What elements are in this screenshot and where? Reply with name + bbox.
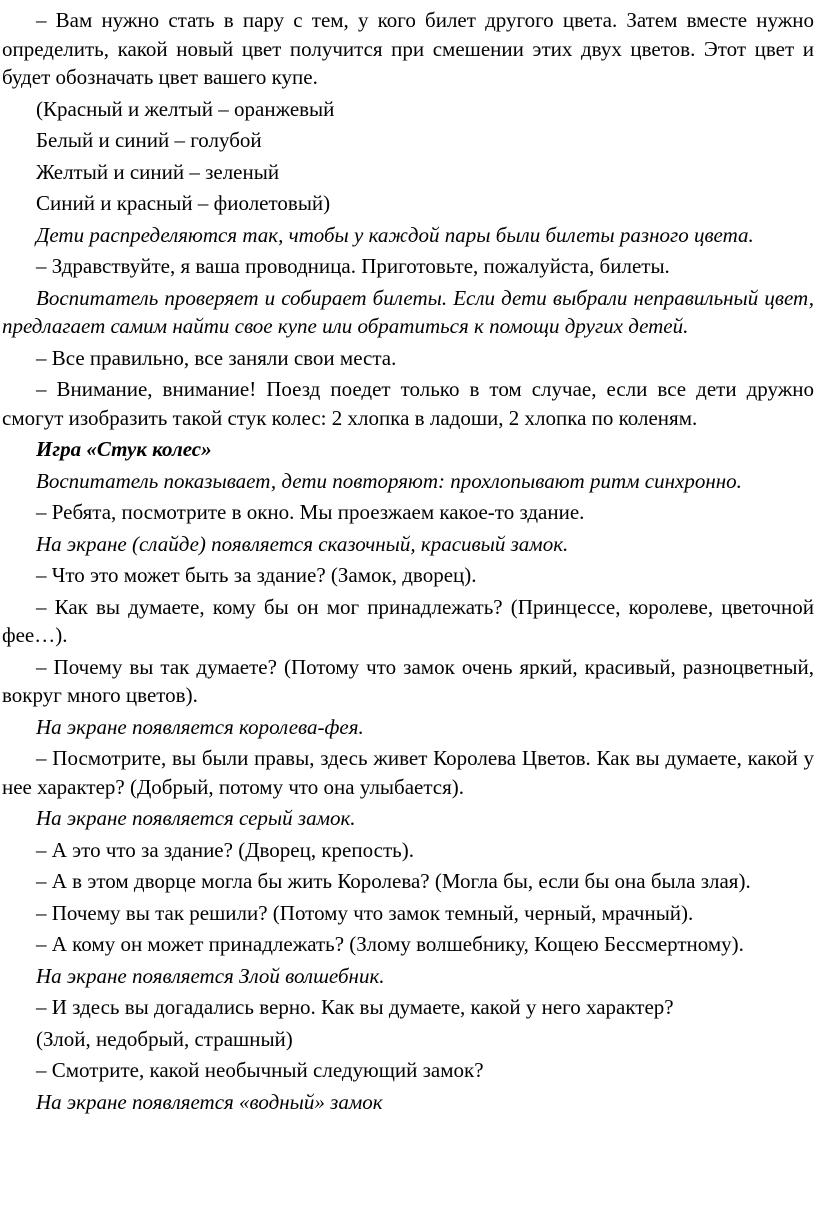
stage-direction-queen-fairy: На экране появляется королева-фея. <box>36 714 364 739</box>
paragraph-wizard-character: – И здесь вы догадались верно. Как вы думаете, какой у него характер? <box>36 995 674 1019</box>
stage-direction-evil-wizard: На экране появляется Злой волшебник. <box>36 963 385 988</box>
paragraph-color-yellow-blue: Желтый и синий – зеленый <box>36 159 280 184</box>
paragraph-color-white-blue: Белый и синий – голубой <box>36 128 262 152</box>
paragraph-conductor-greeting: – Здравствуйте, я ваша проводница. Приготовьте, пожалуйста, билеты. <box>36 254 670 278</box>
paragraph-could-queen-live: – А в этом дворце могла бы жить Королева? (Могла бы, если бы она была злая). <box>36 869 751 893</box>
paragraph-wizard-answer: (Злой, недобрый, страшный) <box>36 1026 293 1051</box>
paragraph-why-think: – Почему вы так думаете? (Потому что замок очень яркий, красивый, разноцветный, вокруг много цветов). <box>2 654 814 707</box>
paragraph-what-building-2: – А это что за здание? (Дворец, крепость). <box>36 837 414 862</box>
paragraph-instruction-pairs: – Вам нужно стать в пару с тем, у кого билет другого цвета. Затем вместе нужно определить, какой новый цвет получится при смешении этих двух цветов. Этот цвет и будет обозначать цвет вашего купе. <box>2 8 814 89</box>
stage-direction-teacher-checks: Воспитатель проверяет и собирает билеты. Если дети выбрали неправильный цвет, предлагает самим найти свое купе или обратиться к помощи других детей. <box>2 285 814 338</box>
stage-direction-water-castle: На экране появляется «водный» замок <box>36 1089 383 1114</box>
paragraph-next-castle: – Смотрите, какой необычный следующий замок? <box>36 1058 484 1082</box>
paragraph-all-seated: – Все правильно, все заняли свои места. <box>36 345 397 370</box>
paragraph-look-window: – Ребята, посмотрите в окно. Мы проезжаем какое-то здание. <box>36 500 585 524</box>
paragraph-color-red-yellow: (Красный и желтый – оранжевый <box>36 96 335 121</box>
paragraph-attention-train: – Внимание, внимание! Поезд поедет только в том случае, если все дети дружно смогут изобразить такой стук колес: 2 хлопка в ладоши, 2 хлопка по коленям. <box>2 377 814 430</box>
stage-direction-gray-castle: На экране появляется серый замок. <box>36 806 356 830</box>
paragraph-queen-character: – Посмотрите, вы были правы, здесь живет Королева Цветов. Как вы думаете, какой у нее характер? (Добрый, потому что она улыбается). <box>2 746 814 799</box>
paragraph-why-decided: – Почему вы так решили? (Потому что замок темный, черный, мрачный). <box>36 900 694 925</box>
paragraph-who-owns: – Как вы думаете, кому бы он мог принадлежать? (Принцессе, королеве, цветочной фее…). <box>2 594 814 647</box>
paragraph-color-blue-red: Синий и красный – фиолетовый) <box>36 191 331 215</box>
stage-direction-castle-appears: На экране (слайде) появляется сказочный, красивый замок. <box>36 531 569 556</box>
paragraph-whom-belongs: – А кому он может принадлежать? (Злому волшебнику, Кощею Бессмертному). <box>36 932 744 956</box>
stage-direction-children-distribute: Дети распределяются так, чтобы у каждой пары были билеты разного цвета. <box>36 222 754 247</box>
stage-direction-rhythm: Воспитатель показывает, дети повторяют: прохлопывают ритм синхронно. <box>36 468 742 493</box>
paragraph-what-building: – Что это может быть за здание? (Замок, дворец). <box>36 563 477 587</box>
game-heading: Игра «Стук колес» <box>36 437 212 461</box>
